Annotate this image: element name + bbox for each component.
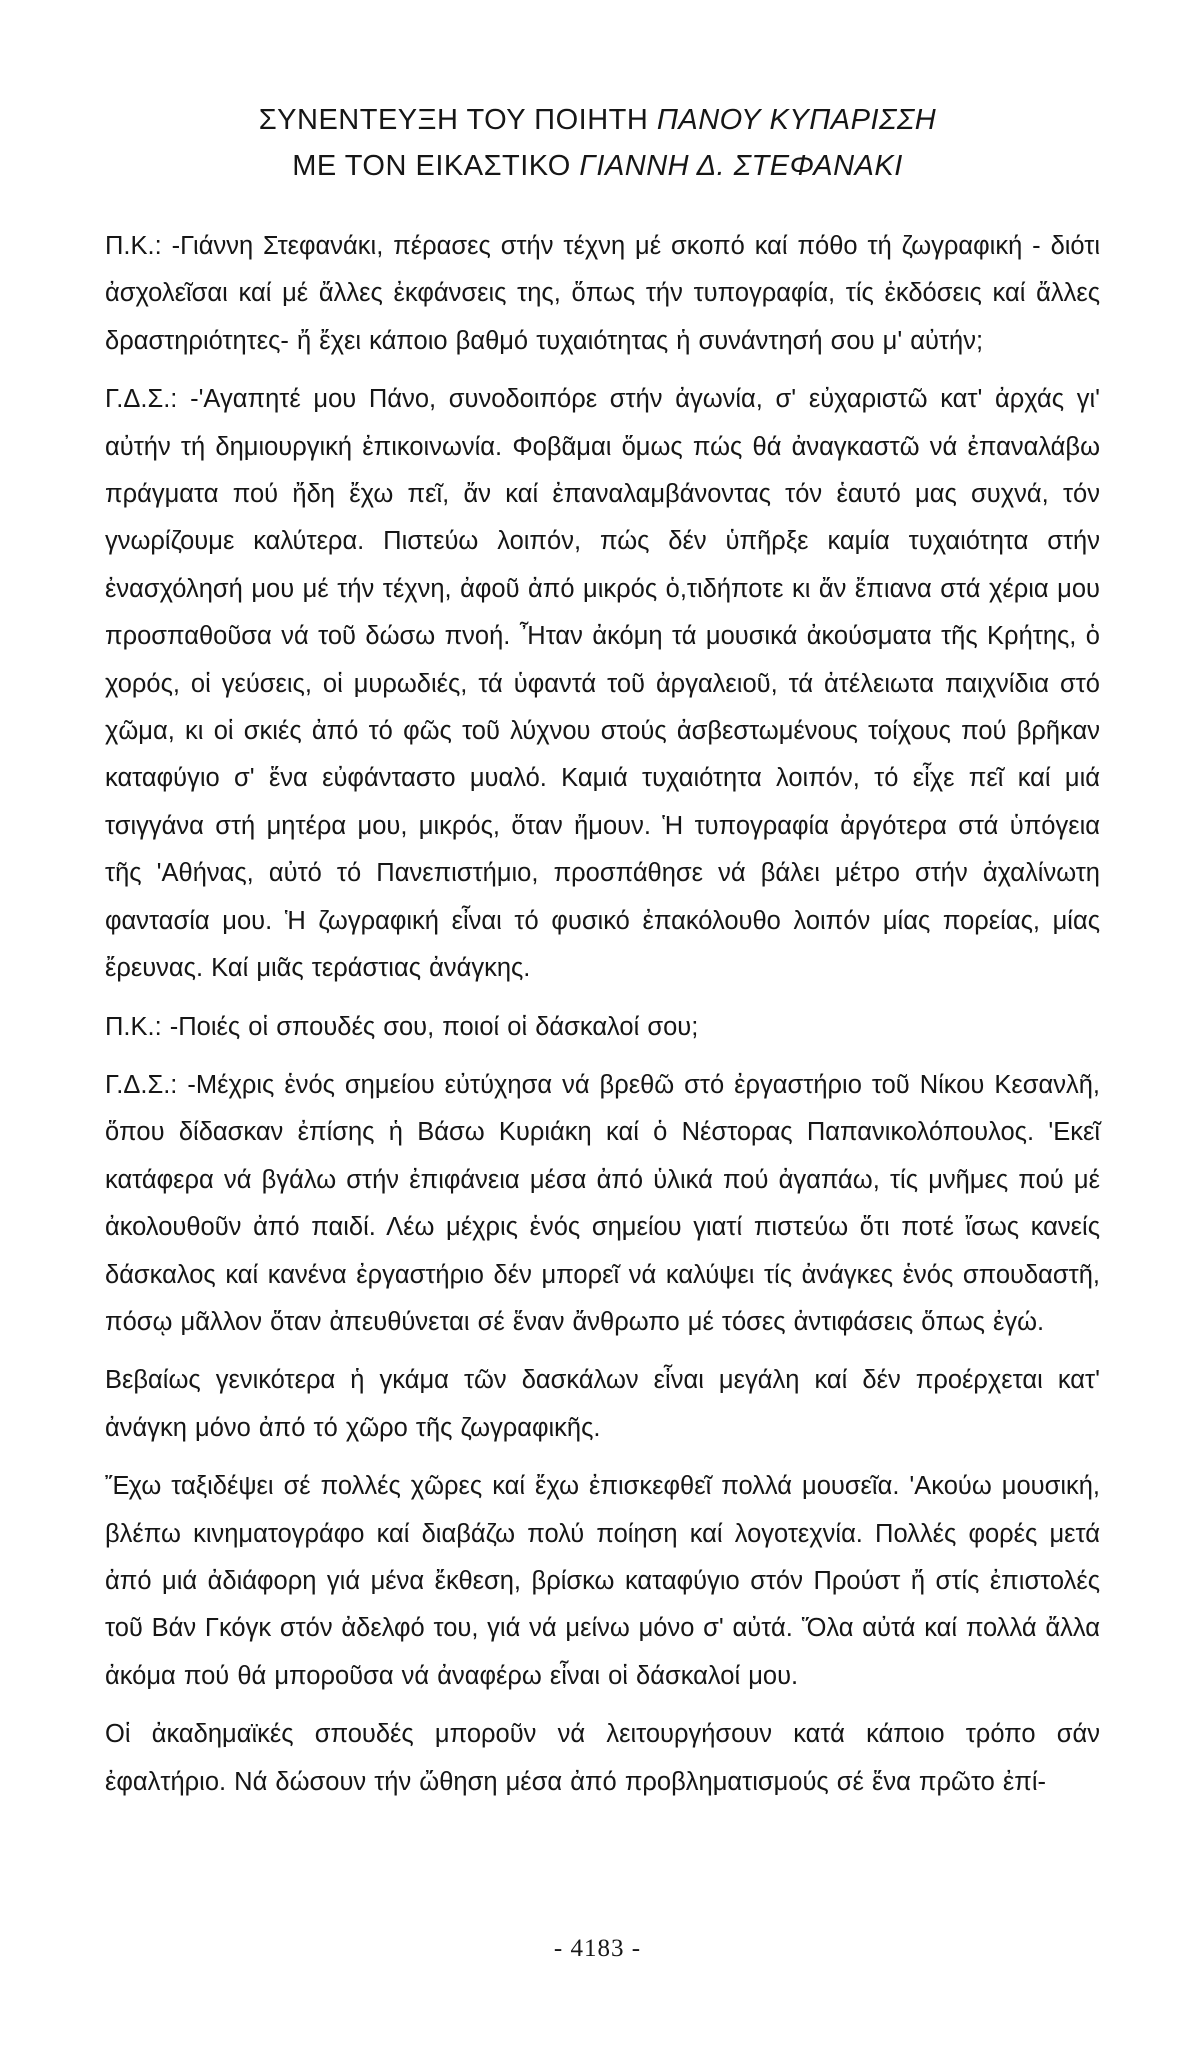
poet-name: ΠΑΝΟΥ ΚΥΠΑΡΙΣΣΗ xyxy=(656,104,937,136)
paragraph: Βεβαίως γενικότερα ἡ γκάμα τῶν δασκάλων εἶναι μεγάλη καί δέν προέρχεται κατ' ἀνάγκη μόνο ἀπό τό χῶρο τῆς ζωγραφικῆς. xyxy=(105,1366,1100,1442)
title-prefix-2: ΜΕ ΤΟΝ ΕΙΚΑΣΤΙΚΟ xyxy=(292,150,580,182)
article-title-line-1 xyxy=(0,100,1195,140)
paragraph: Π.Κ.: -Ποιές οἱ σπουδές σου, ποιοί οἱ δάσκαλοί σου; xyxy=(105,1012,699,1041)
paragraph: Π.Κ.: -Γιάννη Στεφανάκι, πέρασες στήν τέχνη μέ σκοπό καί πόθο τή ζωγραφική - διότι ἀσχολεῖσαι καί μέ ἄλλες ἐκφάνσεις της, ὅπως τήν τυπογραφία, τίς ἐκδόσεις καί ἄλλες δραστηριότητες- ἤ ἔχει κάποιο βαθμό τυχαιότητας ἡ συνάντησή σου μ' αὐτήν; xyxy=(105,232,1100,355)
paragraph: Ἔχω ταξιδέψει σέ πολλές χῶρες καί ἔχω ἐπισκεφθεῖ πολλά μουσεῖα. 'Ακούω μουσική, βλέπω κινηματογράφο καί διαβάζω πολύ ποίηση καί λογοτεχνία. Πολλές φορές μετά ἀπό μιά ἀδιάφορη γιά μένα ἔκθεση, βρίσκω καταφύγιο στόν Προύστ ἤ στίς ἐπιστολές τοῦ Βάν Γκόγκ στόν ἀδελφό του, γιά νά μείνω μόνο σ' αὐτά. Ὅλα αὐτά καί πολλά ἄλλα ἀκόμα πού θά μποροῦσα νά ἀναφέρω εἶναι οἱ δάσκαλοί μου. xyxy=(105,1472,1100,1690)
artist-name: ΓΙΑΝΝΗ Δ. ΣΤΕΦΑΝΑΚΙ xyxy=(579,150,903,182)
article-title-line-2 xyxy=(0,146,1195,186)
title-prefix-1: ΣΥΝΕΝΤΕΥΞΗ ΤΟΥ ΠΟΙΗΤΗ xyxy=(258,104,657,136)
paragraph: Οἱ ἀκαδημαϊκές σπουδές μποροῦν νά λειτουργήσουν κατά κάποιο τρόπο σάν ἐφαλτήριο. Νά δώσουν τήν ὤθηση μέσα ἀπό προβληματισμούς σέ ἕνα πρῶτο ἐπί- xyxy=(105,1720,1100,1796)
article-body xyxy=(105,223,1100,1817)
page-number: - 4183 - xyxy=(553,1935,642,1962)
paragraph: Γ.Δ.Σ.: -Μέχρις ἑνός σημείου εὐτύχησα νά βρεθῶ στό ἐργαστήριο τοῦ Νίκου Κεσανλῆ, ὅπου δίδασκαν ἐπίσης ἡ Βάσω Κυριάκη καί ὁ Νέστορας Παπανικολόπουλος. 'Εκεῖ κατάφερα νά βγάλω στήν ἐπιφάνεια μέσα ἀπό ὑλικά πού ἀγαπάω, τίς μνῆμες πού μέ ἀκολουθοῦν ἀπό παιδί. Λέω μέχρις ἑνός σημείου γιατί πιστεύω ὅτι ποτέ ἴσως κανείς δάσκαλος καί κανένα ἐργαστήριο δέν μπορεῖ νά καλύψει τίς ἀνάγκες ἑνός σπουδαστῆ, πόσῳ μᾶλλον ὅταν ἀπευθύνεται σέ ἕναν ἄνθρωπο μέ τόσες ἀντιφάσεις ὅπως ἐγώ. xyxy=(105,1070,1100,1336)
paragraph: Γ.Δ.Σ.: -'Αγαπητέ μου Πάνο, συνοδοιπόρε στήν ἀγωνία, σ' εὐχαριστῶ κατ' ἀρχάς γι' αὐτήν τή δημιουργική ἐπικοινωνία. Φοβᾶμαι ὅμως πώς θά ἀναγκαστῶ νά ἐπαναλάβω πράγματα πού ἤδη ἔχω πεῖ, ἄν καί ἐπαναλαμβάνοντας τόν ἑαυτό μας συχνά, τόν γνωρίζουμε καλύτερα. Πιστεύω λοιπόν, πώς δέν ὑπῆρξε καμία τυχαιότητα στήν ἐνασχόλησή μου μέ τήν τέχνη, ἀφοῦ ἀπό μικρός ὁ,τιδήποτε κι ἄν ἔπιανα στά χέρια μου προσπαθοῦσα νά τοῦ δώσω πνοή. Ἦταν ἀκόμη τά μουσικά ἀκούσματα τῆς Κρήτης, ὁ χορός, οἱ γεύσεις, οἱ μυρωδιές, τά ὑφαντά τοῦ ἀργαλειοῦ, τά ἀτέλειωτα παιχνίδια στό χῶμα, κι οἱ σκιές ἀπό τό φῶς τοῦ λύχνου στούς ἀσβεστωμένους τοίχους πού βρῆκαν καταφύγιο σ' ἕνα εὐφάνταστο μυαλό. Καμιά τυχαιότητα λοιπόν, τό εἶχε πεῖ καί μιά τσιγγάνα στή μητέρα μου, μικρός, ὅταν ἤμουν. Ἡ τυπογραφία ἀργότερα στά ὑπόγεια τῆς 'Αθήνας, αὐτό τό Πανεπιστήμιο, προσπάθησε νά βάλει μέτρο στήν ἀχαλίνωτη φαντασία μου. Ἡ ζωγραφική εἶναι τό φυσικό ἐπακόλουθο λοιπόν μίας πορείας, μίας ἔρευνας. Καί μιᾶς τεράστιας ἀνάγκης. xyxy=(105,385,1100,983)
